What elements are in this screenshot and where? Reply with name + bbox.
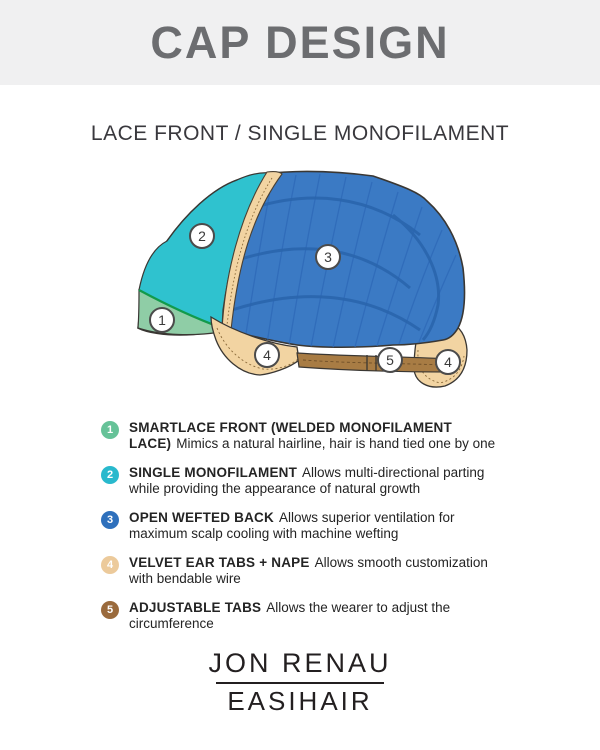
callout-number: 1 — [158, 312, 166, 328]
brand-name: JON RENAU — [208, 648, 392, 678]
callout-number: 4 — [444, 354, 452, 370]
callout-number: 3 — [324, 249, 332, 265]
callout-single-monofilament — [189, 223, 215, 249]
legend-item-desc: Allows multi-directional parting while providing the appearance of natural growth — [129, 465, 485, 496]
callout-number: 2 — [198, 228, 206, 244]
legend-text — [129, 600, 507, 632]
legend-item-desc: Allows the wearer to adjust the circumference — [129, 600, 451, 631]
cap-diagram — [120, 160, 480, 400]
legend-item-title: VELVET EAR TABS + NAPE — [129, 555, 310, 570]
legend-item-smartlace-front — [101, 420, 507, 452]
callout-smartlace-front — [149, 307, 175, 333]
callout-open-wefted-back — [315, 244, 341, 270]
callout-adjustable-tabs — [377, 347, 403, 373]
legend-text — [129, 510, 507, 542]
legend-item-title: SINGLE MONOFILAMENT — [129, 465, 298, 480]
page-title: CAP DESIGN — [150, 16, 450, 68]
header-bar — [0, 0, 600, 85]
callout-number: 4 — [263, 347, 271, 363]
legend-text — [129, 420, 507, 452]
callout-ear-tab-nape — [435, 349, 461, 375]
brand-logo — [0, 648, 600, 717]
brand-product: EASIHAIR — [227, 686, 373, 716]
legend-item-desc: Mimics a natural hairline, hair is hand tied one by one — [176, 436, 496, 451]
legend-badge-4: 4 — [101, 556, 119, 574]
cap-illustration — [120, 160, 480, 400]
legend-item-desc: Allows smooth customization with bendable wire — [129, 555, 488, 586]
legend-item-velvet-ear-tabs — [101, 555, 507, 587]
legend-text — [129, 465, 507, 497]
legend-badge-5: 5 — [101, 601, 119, 619]
legend-item-title: SMARTLACE FRONT (WELDED MONOFILAMENT LACE) — [129, 420, 452, 451]
callout-ear-tab-front — [254, 342, 280, 368]
legend-item-title: OPEN WEFTED BACK — [129, 510, 274, 525]
legend-badge-1: 1 — [101, 421, 119, 439]
legend-item-desc: Allows superior ventilation for maximum scalp cooling with machine wefting — [129, 510, 455, 541]
subtitle: LACE FRONT / SINGLE MONOFILAMENT — [90, 122, 510, 145]
callout-number: 5 — [386, 352, 394, 368]
legend-text — [129, 555, 507, 587]
legend-item-adjustable-tabs — [101, 600, 507, 632]
legend-badge-3: 3 — [101, 511, 119, 529]
legend — [101, 420, 507, 645]
brand-divider — [216, 682, 384, 684]
legend-item-title: ADJUSTABLE TABS — [129, 600, 262, 615]
legend-badge-2: 2 — [101, 466, 119, 484]
legend-item-single-monofilament — [101, 465, 507, 497]
legend-item-open-wefted-back — [101, 510, 507, 542]
